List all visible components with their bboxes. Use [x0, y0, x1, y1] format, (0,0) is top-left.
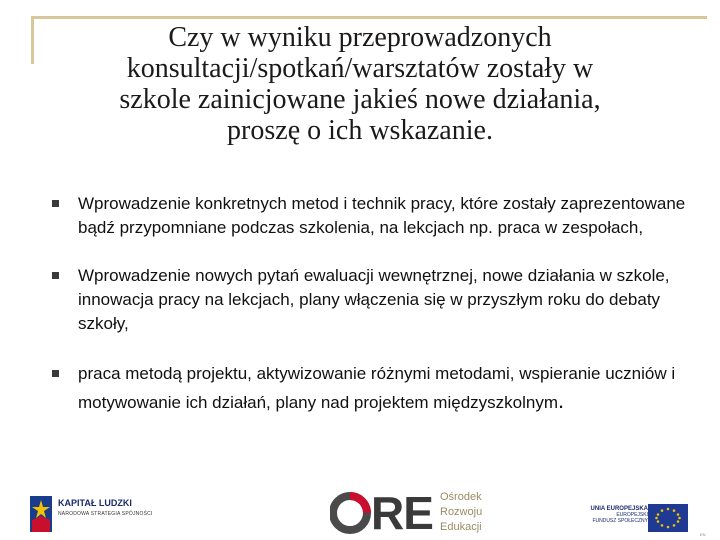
- bullet-square-icon: [52, 200, 59, 207]
- title-line-2: konsultacji/spotkań/warsztatów zostały w: [126, 53, 594, 84]
- bullet-text-2: Wprowadzenie nowych pytań ewaluacji wewnętrznej, nowe działania w szkole, innowacja pracy na lekcjach, plany włączenia się w przyszłym roku do debaty szkoły,: [78, 266, 670, 333]
- ore-wordmark-text: RE: [371, 487, 433, 539]
- title-accent-line: [31, 16, 707, 19]
- eu-sub-label-1: EUROPEJSKI: [616, 512, 648, 518]
- eu-main-label: UNIA EUROPEJSKA: [590, 506, 648, 512]
- ore-line-1: Ośrodek: [440, 491, 482, 503]
- bullet-item-2: [50, 264, 690, 336]
- bullet-square-icon: [52, 272, 59, 279]
- bullet-text-1: Wprowadzenie konkretnych metod i technik pracy, które zostały zaprezentowane bądź przypomniane podczas szkolenia, na lekcjach np. praca w zespołach,: [78, 194, 686, 237]
- title-line-1: Czy w wyniku przeprowadzonych: [168, 22, 552, 53]
- eu-label: [588, 506, 648, 524]
- bullet-item-3: [50, 360, 690, 416]
- bullet-square-icon: [52, 370, 59, 377]
- ore-line-2: Rozwoju: [440, 506, 483, 518]
- eu-flag-icon: [648, 504, 688, 532]
- bullet-text-3: praca metodą projektu, aktywizowanie różnymi metodami, wspieranie uczniów i motywowanie ich działań, plany nad projektem międzyszkolnym: [78, 364, 676, 412]
- slide-title: [60, 22, 660, 146]
- kapital-ludzki-subtitle: NARODOWA STRATEGIA SPÓJNOŚCI: [58, 511, 153, 517]
- eu-small-label: EN: [700, 532, 706, 537]
- title-accent-bracket: [31, 16, 34, 64]
- title-line-3: szkole zainicjowane jakieś nowe działania,: [119, 84, 601, 115]
- footer-logos: [0, 484, 720, 540]
- ore-line-3: Edukacji: [440, 521, 482, 533]
- bullet-text-3-period: .: [558, 388, 565, 413]
- kapital-ludzki-title: KAPITAŁ LUDZKI: [58, 498, 132, 508]
- eu-sub-label-2: FUNDUSZ SPOŁECZNY: [592, 518, 648, 524]
- ore-wordmark: [371, 488, 433, 538]
- title-line-4: proszę o ich wskazanie.: [227, 115, 493, 146]
- bullet-item-1: [50, 192, 690, 240]
- bullet-list: [50, 192, 690, 440]
- ore-name-lines: [440, 490, 482, 535]
